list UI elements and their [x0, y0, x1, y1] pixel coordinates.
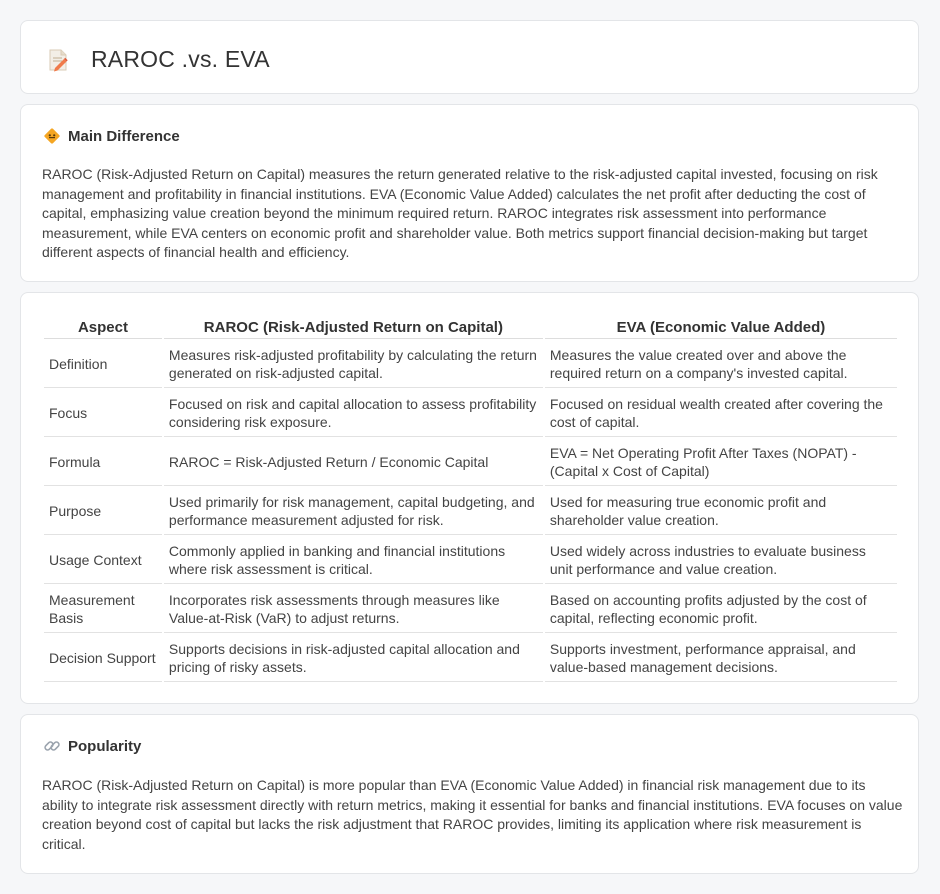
diamond-warning-icon: [43, 127, 61, 145]
popularity-header: [43, 737, 141, 755]
comparison-card: [20, 292, 919, 704]
table-row: [44, 537, 897, 584]
popularity-text: RAROC (Risk-Adjusted Return on Capital) is more popular than EVA (Economic Value Added) in financial risk management due to its ability to integrate risk assessment directly with return metrics, making it essential for banks and financial institutions. EVA focuses on value creation beyond cost of capital but lacks the risk adjustment that RAROC provides, limiting its application where risk measurement is critical.: [42, 777, 903, 852]
aspect-cell: Definition: [44, 341, 162, 388]
aspect-cell: Decision Support: [44, 635, 162, 682]
eva-cell: Based on accounting profits adjusted by the cost of capital, reflecting economic profit.: [545, 586, 897, 633]
table-row: [44, 390, 897, 437]
table-row: [44, 488, 897, 535]
popularity-card: [20, 714, 919, 874]
eva-cell: EVA = Net Operating Profit After Taxes (NOPAT) - (Capital x Cost of Capital): [545, 439, 897, 486]
title-card: [20, 20, 919, 94]
main-difference-text: RAROC (Risk-Adjusted Return on Capital) measures the return generated relative to the risk-adjusted capital invested, focusing on risk management and profitability in financial institutions. EVA (Economic Value Added) calculates the net profit after deducting the cost of capital, emphasizing value creation beyond the minimum required return. RAROC integrates risk assessment into performance measurement, while EVA centers on economic profit and shareholder value. Both metrics support financial decision-making but target different aspects of financial health and efficiency.: [42, 166, 878, 261]
eva-cell: Focused on residual wealth created after covering the cost of capital.: [545, 390, 897, 437]
table-row: [44, 635, 897, 682]
page-title: RAROC .vs. EVA: [91, 46, 270, 72]
main-difference-title: Main Difference: [68, 127, 180, 145]
header-aspect: Aspect: [44, 315, 162, 339]
header-raroc: RAROC (Risk-Adjusted Return on Capital): [164, 315, 543, 339]
eva-cell: Used widely across industries to evaluate business unit performance and value creation.: [545, 537, 897, 584]
table-row: [44, 341, 897, 388]
document-edit-icon: [47, 48, 69, 72]
aspect-cell: Usage Context: [44, 537, 162, 584]
main-difference-header: [43, 127, 180, 145]
aspect-cell: Purpose: [44, 488, 162, 535]
table-header-row: [44, 315, 897, 339]
link-icon: [43, 737, 61, 755]
aspect-cell: Formula: [44, 439, 162, 486]
eva-cell: Used for measuring true economic profit and shareholder value creation.: [545, 488, 897, 535]
aspect-cell: Focus: [44, 390, 162, 437]
raroc-cell: RAROC = Risk-Adjusted Return / Economic Capital: [164, 439, 543, 486]
eva-cell: Supports investment, performance appraisal, and value-based management decisions.: [545, 635, 897, 682]
eva-cell: Measures the value created over and above the required return on a company's invested capital.: [545, 341, 897, 388]
raroc-cell: Supports decisions in risk-adjusted capital allocation and pricing of risky assets.: [164, 635, 543, 682]
raroc-cell: Commonly applied in banking and financial institutions where risk assessment is critical.: [164, 537, 543, 584]
title-row: [47, 46, 270, 73]
main-difference-card: [20, 104, 919, 282]
table-row: [44, 586, 897, 633]
raroc-cell: Incorporates risk assessments through measures like Value-at-Risk (VaR) to adjust returns.: [164, 586, 543, 633]
raroc-cell: Measures risk-adjusted profitability by calculating the return generated on risk-adjusted capital.: [164, 341, 543, 388]
header-eva: EVA (Economic Value Added): [545, 315, 897, 339]
table-row: [44, 439, 897, 486]
aspect-cell: Measurement Basis: [44, 586, 162, 633]
raroc-cell: Used primarily for risk management, capital budgeting, and performance measurement adjusted for risk.: [164, 488, 543, 535]
raroc-cell: Focused on risk and capital allocation to assess profitability considering risk exposure.: [164, 390, 543, 437]
comparison-table: [42, 313, 899, 684]
popularity-title: Popularity: [68, 737, 142, 755]
